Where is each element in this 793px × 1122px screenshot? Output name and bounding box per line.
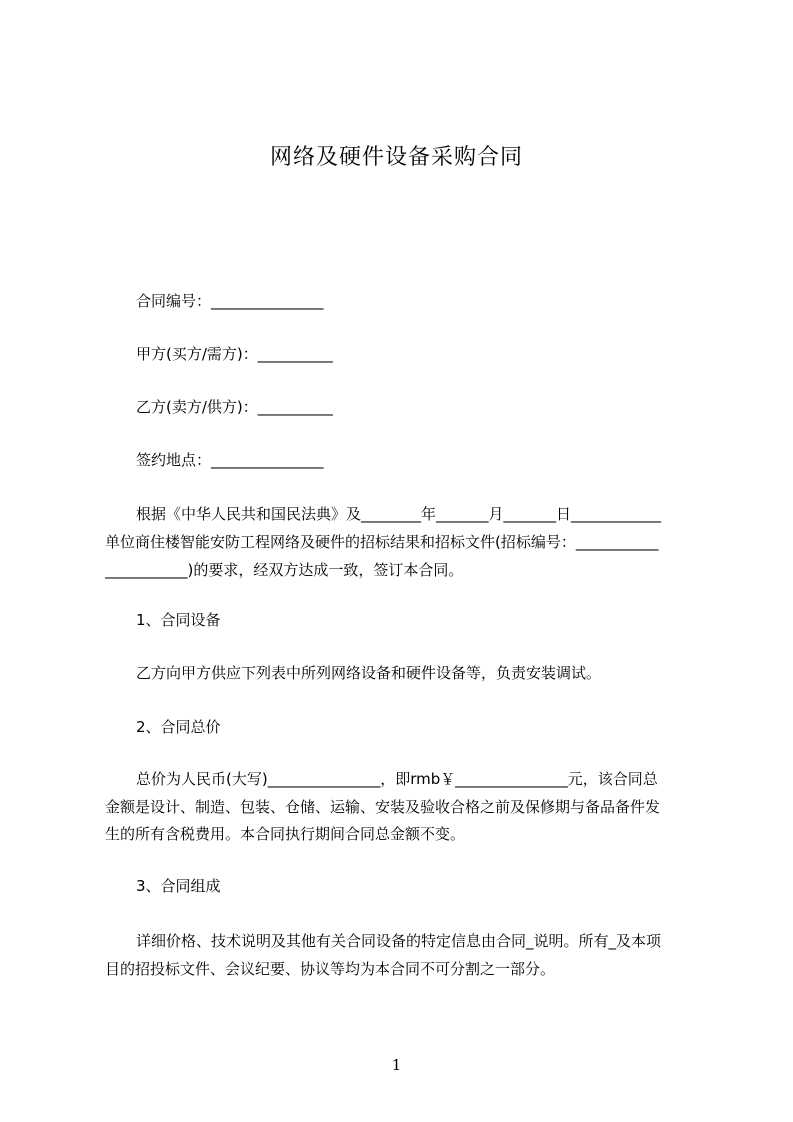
- page-number: 1: [391, 1056, 402, 1074]
- preamble-line-1: 根据《中华人民共和国民法典》及________年_______月_______日____________: [136, 505, 662, 523]
- section-equipment-line-1: 乙方向甲方供应下列表中所列网络设备和硬件设备等，负责安装调试。: [136, 664, 602, 682]
- contract-number-field: 合同编号：_______________: [136, 292, 324, 310]
- section-price-line-3: 生的所有含税费用。本合同执行期间合同总金额不变。: [105, 825, 466, 843]
- section-price-line-2: 金额是设计、制造、包装、仓储、运输、安装及验收合格之前及保修期与备品备件发: [105, 798, 661, 816]
- section-heading-composition: 3、合同组成: [136, 877, 221, 895]
- section-composition-line-1: 详细价格、技术说明及其他有关合同设备的特定信息由合同_说明。所有_及本项: [136, 932, 662, 950]
- party-b-field: 乙方(卖方/供方)：__________: [136, 398, 333, 416]
- section-heading-total-price: 2、合同总价: [136, 718, 221, 736]
- party-a-field: 甲方(买方/需方)：__________: [136, 345, 333, 363]
- section-price-line-1: 总价为人民币(大写)_______________，即rmb￥_______________元，该合同总: [136, 770, 658, 788]
- preamble-line-2: 单位商住楼智能安防工程网络及硬件的招标结果和招标文件(招标编号：___________: [105, 533, 659, 551]
- document-title: 网络及硬件设备采购合同: [269, 145, 523, 170]
- section-heading-equipment: 1、合同设备: [136, 611, 221, 629]
- preamble-line-3: ___________)的要求，经双方达成一致，签订本合同。: [105, 561, 464, 579]
- section-composition-line-2: 目的招投标文件、会议纪要、协议等均为本合同不可分割之一部分。: [105, 960, 556, 978]
- signing-location-field: 签约地点：_______________: [136, 451, 324, 469]
